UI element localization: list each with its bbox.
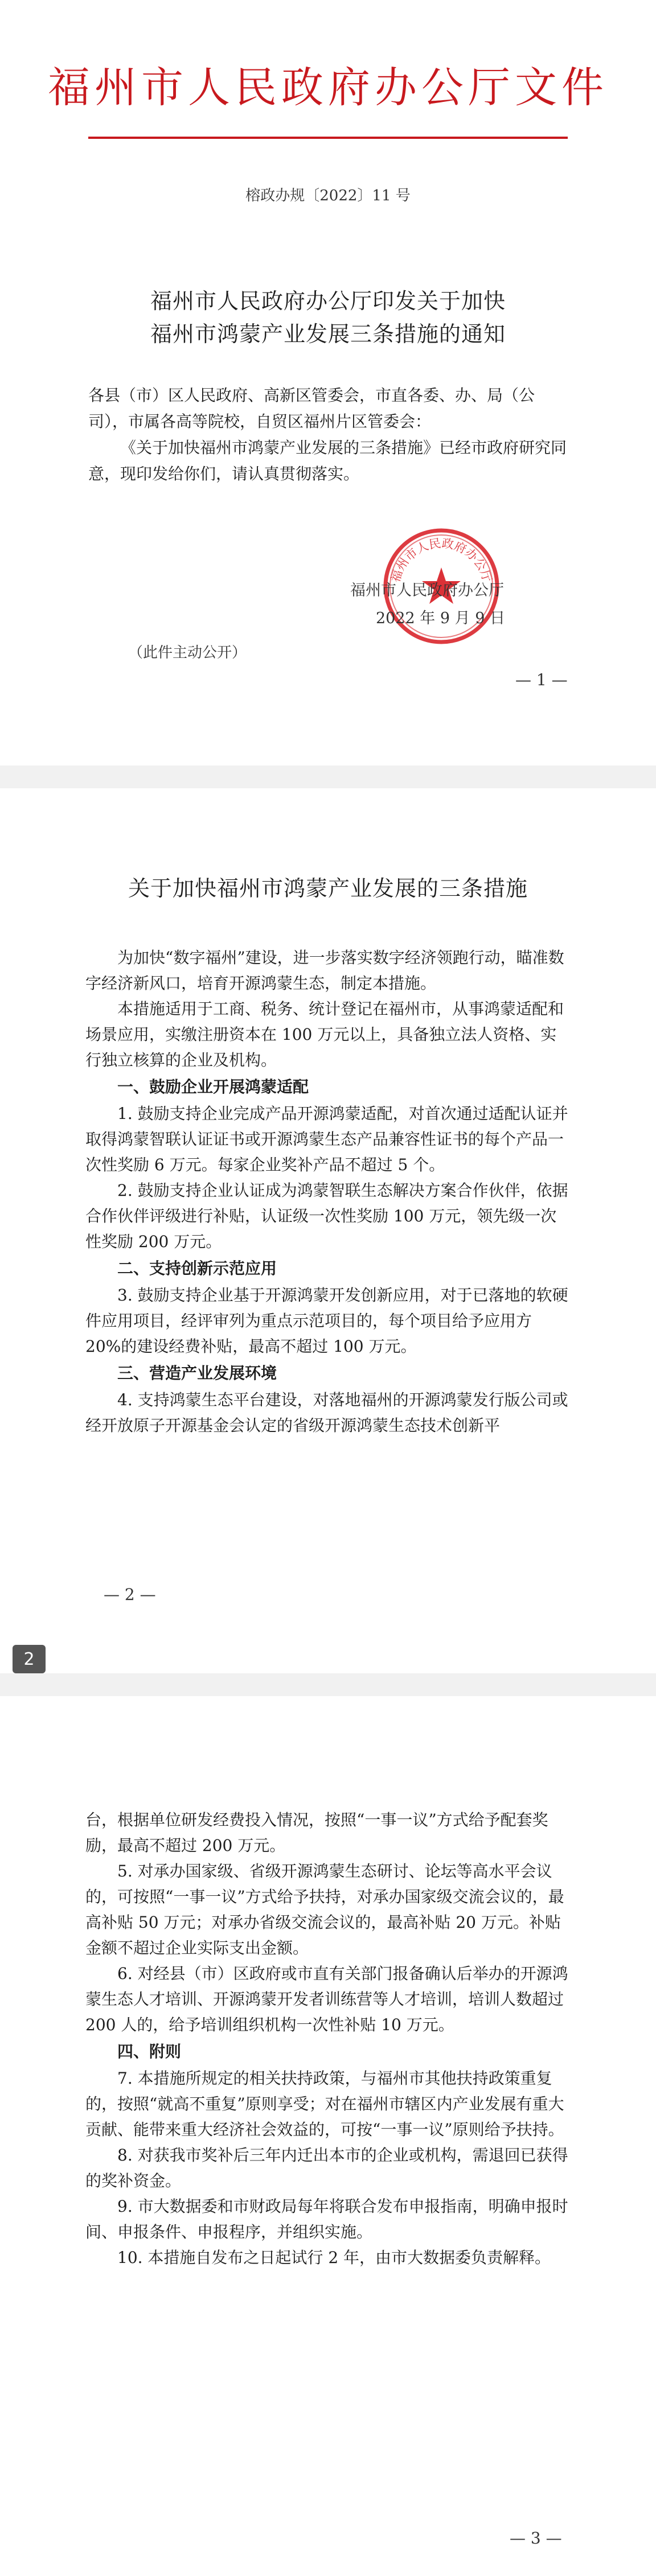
notice-title-line-1: 福州市人民政府办公厅印发关于加快 <box>150 289 506 314</box>
document-page-2 <box>0 788 656 1673</box>
measures-title: 关于加快福州市鸿蒙产业发展的三条措施 <box>128 876 528 901</box>
section-heading: 四、附则 <box>117 2042 182 2061</box>
page-number: — 3 — <box>510 2529 562 2548</box>
document-page-3 <box>0 1696 656 2576</box>
issue-date: 2022 年 9 月 9 日 <box>376 610 505 627</box>
paragraph: 4. 支持鸿蒙生态平台建设，对落地福州的开源鸿蒙发行版公司或经开放原子开源基金会认定的省级开源鸿蒙生态技术创新平 <box>85 1390 568 1435</box>
page-number: — 1 — <box>515 670 568 689</box>
body-paragraph: 《关于加快福州市鸿蒙产业发展的三条措施》已经市政府研究同意，现印发给你们，请认真贯彻落实。 <box>88 438 567 483</box>
document-header-title: 福州市人民政府办公厅文件 <box>48 63 608 112</box>
red-divider-line <box>88 137 568 139</box>
notice-title-line-2: 福州市鸿蒙产业发展三条措施的通知 <box>150 322 506 347</box>
section-heading: 三、营造产业发展环境 <box>117 1364 277 1382</box>
notice-title <box>0 285 656 351</box>
recipients-paragraph: 各县（市）区人民政府、高新区管委会，市直各委、办、局（公司），市属各高等院校，自贸区福州片区管委会： <box>88 386 535 431</box>
notice-body <box>88 382 567 487</box>
paragraph: 7. 本措施所规定的相关扶持政策，与福州市其他扶持政策重复的，按照“就高不重复”原则享受；对在福州市辖区内产业发展有重大贡献、能带来重大经济社会效益的，可按“一事一议”原则给予扶持。 <box>85 2069 564 2139</box>
issuer-signature: 福州市人民政府办公厅 <box>350 582 504 599</box>
paragraph: 2. 鼓励支持企业认证成为鸿蒙智联生态解决方案合作伙伴，依据合作伙伴评级进行补贴，认证级一次性奖励 100 万元，领先级一次性奖励 200 万元。 <box>85 1181 568 1251</box>
paragraph: 6. 对经县（市）区政府或市直有关部门报备确认后举办的开源鸿蒙生态人才培训、开源鸿蒙开发者训练营等人才培训，培训人数超过 200 人的，给予培训组织机构一次性补贴 10 万元。 <box>85 1964 568 2034</box>
svg-text:福州市人民政府办公厅: 福州市人民政府办公厅 <box>388 536 494 584</box>
measures-body <box>85 945 569 1438</box>
section-heading: 一、鼓励企业开展鸿蒙适配 <box>117 1077 309 1096</box>
page-number: — 2 — <box>104 1585 156 1604</box>
paragraph: 9. 市大数据委和市财政局每年将联合发布申报指南，明确申报时间、申报条件、申报程序，并组织实施。 <box>85 2197 568 2241</box>
page-indicator-badge[interactable]: 2 <box>13 1645 46 1673</box>
document-page-1 <box>0 0 656 766</box>
paragraph: 台，根据单位研发经费投入情况，按照“一事一议”方式给予配套奖励，最高不超过 200 万元。 <box>85 1810 548 1855</box>
paragraph: 5. 对承办国家级、省级开源鸿蒙生态研讨、论坛等高水平会议的，可按照“一事一议”方式给予扶持，对承办国家级交流会议的，最高补贴 50 万元；对承办省级交流会议的，最高补贴 20 万元。补贴金额不超过企业实际支出金额。 <box>85 1862 564 1957</box>
measures-body-continued <box>85 1807 569 2270</box>
document-number: 榕政办规〔2022〕11 号 <box>245 187 411 204</box>
section-heading: 二、支持创新示范应用 <box>117 1259 277 1278</box>
paragraph: 8. 对获我市奖补后三年内迁出本市的企业或机构，需退回已获得的奖补资金。 <box>85 2146 568 2190</box>
public-note: （此件主动公开） <box>128 644 247 661</box>
paragraph: 为加快“数字福州”建设，进一步落实数字经济领跑行动，瞄准数字经济新风口，培育开源鸿蒙生态，制定本措施。 <box>85 948 564 993</box>
paragraph: 本措施适用于工商、税务、统计登记在福州市，从事鸿蒙适配和场景应用，实缴注册资本在 100 万元以上，具备独立法人资格、实行独立核算的企业及机构。 <box>85 999 564 1069</box>
paragraph: 10. 本措施自发布之日起试行 2 年，由市大数据委负责解释。 <box>117 2248 551 2267</box>
paragraph: 1. 鼓励支持企业完成产品开源鸿蒙适配，对首次通过适配认证并取得鸿蒙智联认证证书或开源鸿蒙生态产品兼容性证书的每个产品一次性奖励 6 万元。每家企业奖补产品不超过 5 个。 <box>85 1104 568 1174</box>
paragraph: 3. 鼓励支持企业基于开源鸿蒙开发创新应用，对于已落地的软硬件应用项目，经评审列为重点示范项目的，每个项目给予应用方 20%的建设经费补贴，最高不超过 100 万元。 <box>85 1286 568 1356</box>
